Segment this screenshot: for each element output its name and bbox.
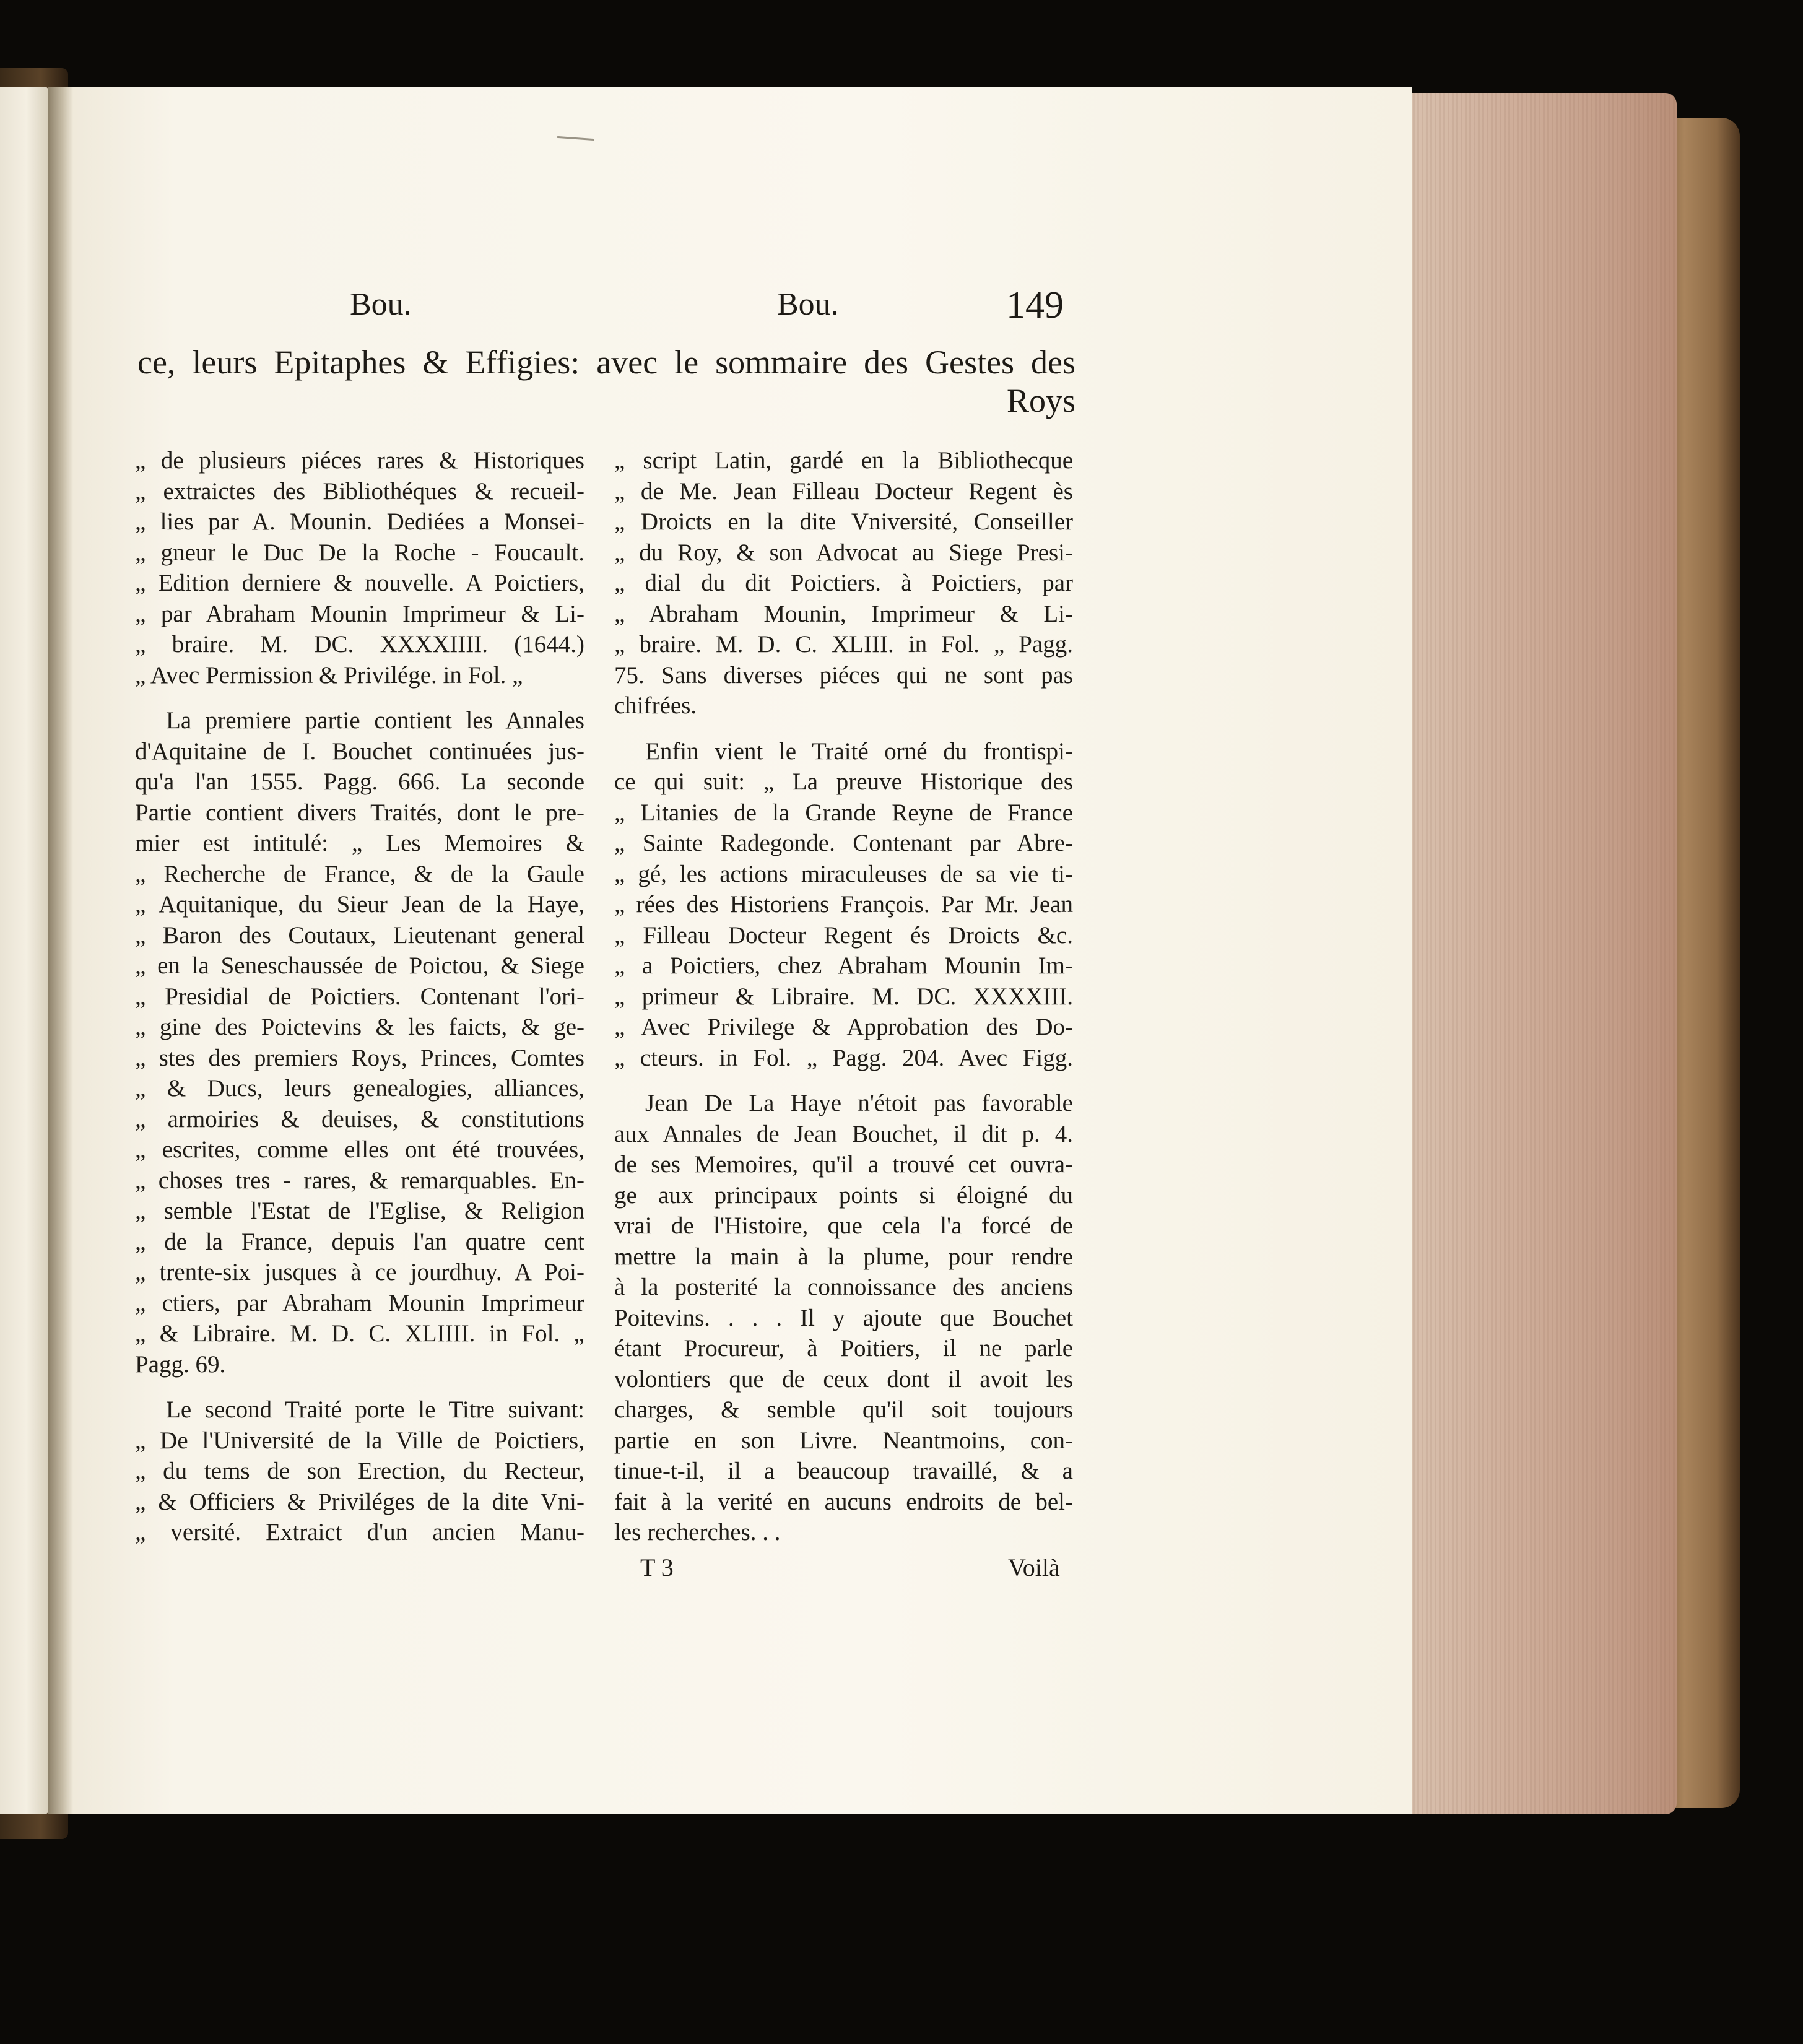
text-line: étant Procureur, à Poitiers, il ne parle xyxy=(614,1335,1073,1362)
text-line: „ choses tres - rares, & remarquables. En- xyxy=(135,1167,584,1194)
running-head-left: Bou. xyxy=(350,287,412,322)
title-line-2: Roys xyxy=(1006,382,1075,419)
text-line: „ du Roy, & son Advocat au Siege Presi- xyxy=(614,539,1073,566)
text-line: „ gine des Poictevins & les faicts, & ge- xyxy=(135,1014,584,1040)
text-line: „ de plusieurs piéces rares & Historiques xyxy=(135,447,584,474)
text-line: „ gneur le Duc De la Roche - Foucault. xyxy=(135,539,584,566)
right-paragraph-2 xyxy=(614,736,1073,1074)
left-paragraph-3 xyxy=(135,1394,584,1548)
text-line: „ extraictes des Bibliothéques & recueil- xyxy=(135,477,584,505)
text-line: „ & Officiers & Priviléges de la dite Vni- xyxy=(135,1488,584,1515)
text-line: charges, & semble qu'il soit toujours xyxy=(614,1396,1073,1423)
text-line: de ses Memoires, qu'il a trouvé cet ouvra- xyxy=(614,1151,1073,1178)
text-line: les recherches. . . xyxy=(614,1519,781,1546)
text-line: „ Litanies de la Grande Reyne de France xyxy=(614,799,1073,826)
text-line: „ Baron des Coutaux, Lieutenant general xyxy=(135,921,584,949)
title-line-1: ce, leurs Epitaphes & Effigies: avec le sommaire des Gestes des xyxy=(137,344,1075,381)
text-line: mier est intitulé: „ Les Memoires & xyxy=(135,830,584,856)
text-line: „ Avec Privilege & Approbation des Do- xyxy=(614,1014,1073,1040)
text-line: fait à la verité en aucuns endroits de bel- xyxy=(614,1488,1073,1515)
page-gutter xyxy=(48,87,73,1814)
previous-page-edge xyxy=(0,87,48,1814)
text-line: 75. Sans diverses piéces qui ne sont pas xyxy=(614,661,1073,689)
text-line: „ Sainte Radegonde. Contenant par Abre- xyxy=(614,830,1073,856)
text-line: „ braire. M. DC. XXXXIIII. (1644.) xyxy=(135,631,584,658)
text-line: „ Abraham Mounin, Imprimeur & Li- xyxy=(614,600,1073,627)
text-line: „ a Poictiers, chez Abraham Mounin Im- xyxy=(614,952,1073,979)
text-line: „ & Libraire. M. D. C. XLIIII. in Fol. „ xyxy=(135,1320,584,1347)
text-line: „ de la France, depuis l'an quatre cent xyxy=(135,1228,584,1255)
text-line: „ de Me. Jean Filleau Docteur Regent ès xyxy=(614,477,1073,505)
text-line: Jean De La Haye n'étoit pas favorable xyxy=(645,1090,1073,1116)
text-line: Le second Traité porte le Titre suivant: xyxy=(166,1396,584,1423)
text-line: „ lies par A. Mounin. Dediées a Monsei- xyxy=(135,508,584,535)
text-line: „ gé, les actions miraculeuses de sa vie ti- xyxy=(614,860,1073,887)
text-line: „ Edition derniere & nouvelle. A Poictiers, xyxy=(135,570,584,596)
text-line: „ semble l'Estat de l'Eglise, & Religion xyxy=(135,1198,584,1224)
text-line: ce qui suit: „ La preuve Historique des xyxy=(614,768,1073,795)
text-line: Partie contient divers Traités, dont le pre- xyxy=(135,799,584,826)
text-line: vrai de l'Histoire, que cela l'a forcé de xyxy=(614,1212,1073,1239)
text-line: „ versité. Extraict d'un ancien Manu- xyxy=(135,1519,584,1546)
text-line: „ Filleau Docteur Regent és Droicts &c. xyxy=(614,921,1073,949)
text-line: „ du tems de son Erection, du Recteur, xyxy=(135,1458,584,1484)
text-line: „ en la Seneschaussée de Poictou, & Siege xyxy=(135,952,584,979)
text-line: tinue-t-il, il a beaucoup travaillé, & a xyxy=(614,1458,1073,1484)
text-line: „ Presidial de Poictiers. Contenant l'ori- xyxy=(135,983,584,1010)
text-line: aux Annales de Jean Bouchet, il dit p. 4. xyxy=(614,1120,1073,1147)
text-line: „ dial du dit Poictiers. à Poictiers, par xyxy=(614,570,1073,596)
text-line: „ escrites, comme elles ont été trouvées, xyxy=(135,1136,584,1163)
text-line: „ primeur & Libraire. M. DC. XXXXIII. xyxy=(614,983,1073,1010)
text-line: volontiers que de ceux dont il avoit les xyxy=(614,1365,1073,1393)
text-line: „ ctiers, par Abraham Mounin Imprimeur xyxy=(135,1289,584,1316)
right-paragraph-3 xyxy=(614,1088,1073,1548)
right-paragraph-1 xyxy=(614,445,1073,721)
text-line: „ script Latin, gardé en la Bibliothecque xyxy=(614,447,1073,474)
text-line: qu'a l'an 1555. Pagg. 666. La seconde xyxy=(135,768,584,795)
text-line: „ rées des Historiens François. Par Mr. Jean xyxy=(614,891,1073,918)
text-line: „ armoiries & deuises, & constitutions xyxy=(135,1105,584,1133)
text-line: „ braire. M. D. C. XLIII. in Fol. „ Pagg. xyxy=(614,631,1073,658)
text-line: Enfin vient le Traité orné du frontispi- xyxy=(645,737,1073,765)
left-column xyxy=(135,445,584,1548)
text-line: „ & Ducs, leurs genealogies, alliances, xyxy=(135,1075,584,1102)
text-line: „ par Abraham Mounin Imprimeur & Li- xyxy=(135,600,584,627)
text-line: „ Aquitanique, du Sieur Jean de la Haye, xyxy=(135,891,584,918)
text-line: „ cteurs. in Fol. „ Pagg. 204. Avec Figg. xyxy=(614,1044,1073,1071)
text-line: Poitevins. . . . Il y ajoute que Bouchet xyxy=(614,1304,1073,1331)
left-paragraph-2 xyxy=(135,705,584,1380)
page-number: 149 xyxy=(1006,284,1064,326)
signature-mark: T 3 xyxy=(640,1554,674,1581)
running-head-center: Bou. xyxy=(777,287,839,322)
text-line: à la posterité la connoissance des anciens xyxy=(614,1274,1073,1300)
text-line: ge aux principaux points si éloigné du xyxy=(614,1181,1073,1209)
right-column xyxy=(614,445,1073,1548)
text-line: d'Aquitaine de I. Bouchet continuées jus- xyxy=(135,737,584,765)
page-fore-edge xyxy=(1404,93,1677,1814)
left-paragraph-1 xyxy=(135,445,584,690)
text-line: Pagg. 69. xyxy=(135,1350,226,1378)
catchword: Voilà xyxy=(1008,1554,1060,1581)
text-line: partie en son Livre. Neantmoins, con- xyxy=(614,1427,1073,1454)
text-line: „ trente-six jusques à ce jourdhuy. A Poi- xyxy=(135,1259,584,1285)
text-line: „ De l'Université de la Ville de Poictiers, xyxy=(135,1427,584,1454)
text-line: „ Avec Permission & Privilége. in Fol. „ xyxy=(135,661,523,689)
text-line: „ Recherche de France, & de la Gaule xyxy=(135,860,584,887)
text-line: La premiere partie contient les Annales xyxy=(166,707,584,734)
text-line: „ stes des premiers Roys, Princes, Comtes xyxy=(135,1044,584,1071)
text-line: „ Droicts en la dite Vniversité, Conseiller xyxy=(614,508,1073,535)
text-line: mettre la main à la plume, pour rendre xyxy=(614,1243,1073,1270)
text-line: chifrées. xyxy=(614,692,697,719)
